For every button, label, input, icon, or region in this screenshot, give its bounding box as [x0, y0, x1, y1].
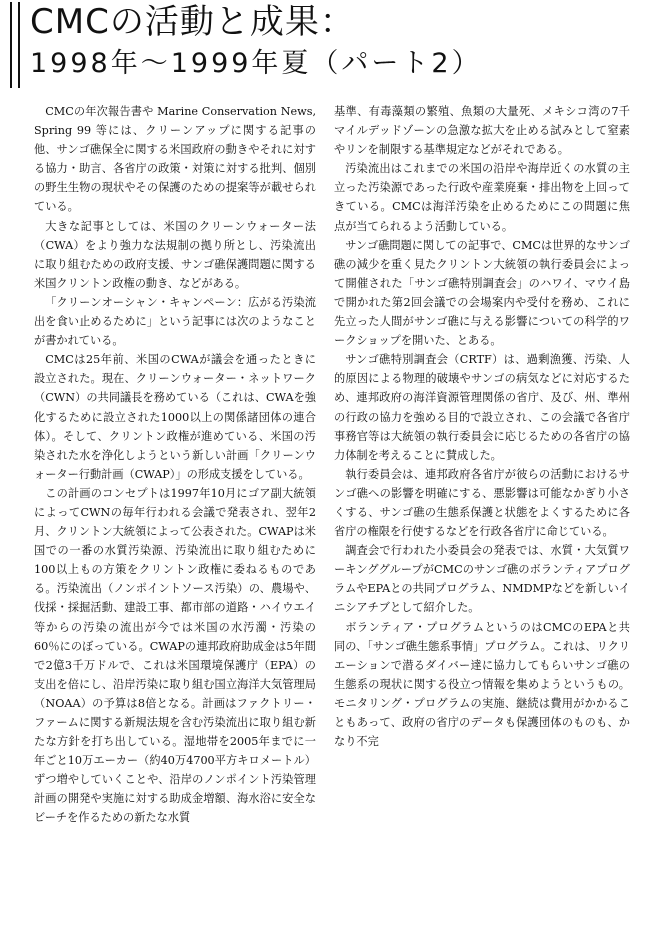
paragraph: 「クリーンオーシャン・キャンペーン：広がる汚染流出を食い止めるために」という記事には次のようなことが書かれている。: [34, 295, 316, 348]
paragraph: CMCの年次報告書や Marine Conservation News, Spring 99 等には、クリーンアップに関する記事の他、サンゴ礁保全に関する米国政府の動きやそれに対する協力・助言、各省庁の政策・対策に対する批判、個別の野生生物の現状やその保護のための提案等が載せられている。: [34, 105, 316, 214]
paragraph: サンゴ礁特別調査会（CRTF）は、過剰漁獲、汚染、人的原因による物理的破壊やサンゴの病気などに対応するため、連邦政府の海洋資源管理関係の省庁、及び、州、準州の行政の協力を強める目的で設立され、この会議で各省庁事務官等は大統領の執行委員会に応じるための各省庁の協力体制を考えることに賛成した。: [334, 353, 630, 462]
article-title: CMCの活動と成果：: [30, 2, 355, 42]
paragraph: 執行委員会は、連邦政府各省庁が彼らの活動におけるサンゴ礁への影響を明確にする、悪影響は可能なかぎり小さくする、サンゴ礁の生態系保護と状態をよくするために各省庁の権限を行使するなどを行政各省庁に命じている。: [334, 467, 630, 539]
paragraph: サンゴ礁問題に関しての記事で、CMCは世界的なサンゴ礁の減少を重く見たクリントン大統領の執行委員会によって開催された「サンゴ礁特別調査会」のハワイ、マウイ島で開かれた第2回会議での会場案内や受付を務め、これに先立った人間がサンゴ礁に与える影響についての科学的ワークショップを開いた、とある。: [334, 238, 630, 348]
paragraph: CMCは25年前、米国のCWAが議会を通ったときに設立された。現在、クリーンウォーター・ネットワーク（CWN）の共同議長を務めている（これは、CWAを強化するために設立された1000以上の関係諸団体の連合体）。そして、クリントン政権が進めている、米国の汚染された水を浄化しようという新しい計画「クリーンウォーター行動計画（CWAP）」の形成支援をしている。: [34, 353, 316, 481]
right-column: [334, 102, 630, 751]
paragraph: 基準、有毒藻類の繁殖、魚類の大量死、メキシコ湾の7千マイルデッドゾーンの急激な拡大を止める試みとして窒素やリンを制限する基準規定などがそれである。: [334, 105, 630, 157]
paragraph: 汚染流出はこれまでの米国の沿岸や海岸近くの水質の主立った汚染源であった行政や産業廃棄・排出物を上回ってきている。CMCは海洋汚染を止めるためにこの問題に焦点が当てられるよう活動している。: [334, 162, 630, 233]
paragraph: 大きな記事としては、米国のクリーンウォーター法（CWA）をより強力な法規制の拠り所とし、汚染流出に取り組むための政府支援、サンゴ礁保護問題に関する米国クリントン政権の動き、などがある。: [34, 219, 316, 290]
left-column: [34, 102, 316, 828]
title-rule-bars: [10, 2, 20, 88]
paragraph: この計画のコンセプトは1997年10月にゴア副大統領によってCWNの毎年行われる会議で発表され、翌年2月、クリントン大統領によって公表された。CWAPは米国での一番の水質汚染源、汚染流出に取り組むために100以上もの方策をクリントン政権に委ねるものである。汚染流出（ノンポイントソース汚染）の、農場や、伐採・採掘活動、建設工事、都市部の道路・ハイウエイ等からの汚染の流出が今では米国の水汚濁・汚染の60％にのぼっている。CWAPの連邦政府助成金は5年間で2億3千万ドルで、これは米国環境保護庁（EPA）の支出を倍にし、沿岸汚染に取り組む国立海洋大気管理局（NOAA）の予算は8倍となる。計画はファクトリー・ファームに関する新規法規を含む汚染流出に取り組む新たな方針を打ち出している。湿地帯を2005年までに一年ごと10万エーカー（約40万4700平方キロメートル）ずつ増やしていくことや、沿岸のノンポイント汚染管理計画の開発や実施に対する助成金増額、海水浴に安全なビーチを作るための新たな水質: [34, 486, 316, 825]
paragraph: ボランティア・プログラムというのはCMCのEPAと共同の、「サンゴ礁生態系事情」プログラム。これは、リクリエーションで潜るダイバー達に協力してもらいサンゴ礁の生態系の現状に関する役立つ情報を集めようというもの。モニタリング・プログラムの実施、継続は費用がかかることもあって、政府の省庁のデータも保護団体のものも、かなり不完: [334, 620, 630, 749]
article-subtitle: 1998年〜1999年夏（パート2）: [30, 48, 482, 79]
paragraph: 調査会で行われた小委員会の発表では、水質・大気質ワーキンググループがCMCのサンゴ礁のボランティアプログラムやEPAとの共同プログラム、NMDMPなどを新しいイニシアチブとして紹介した。: [334, 544, 630, 615]
